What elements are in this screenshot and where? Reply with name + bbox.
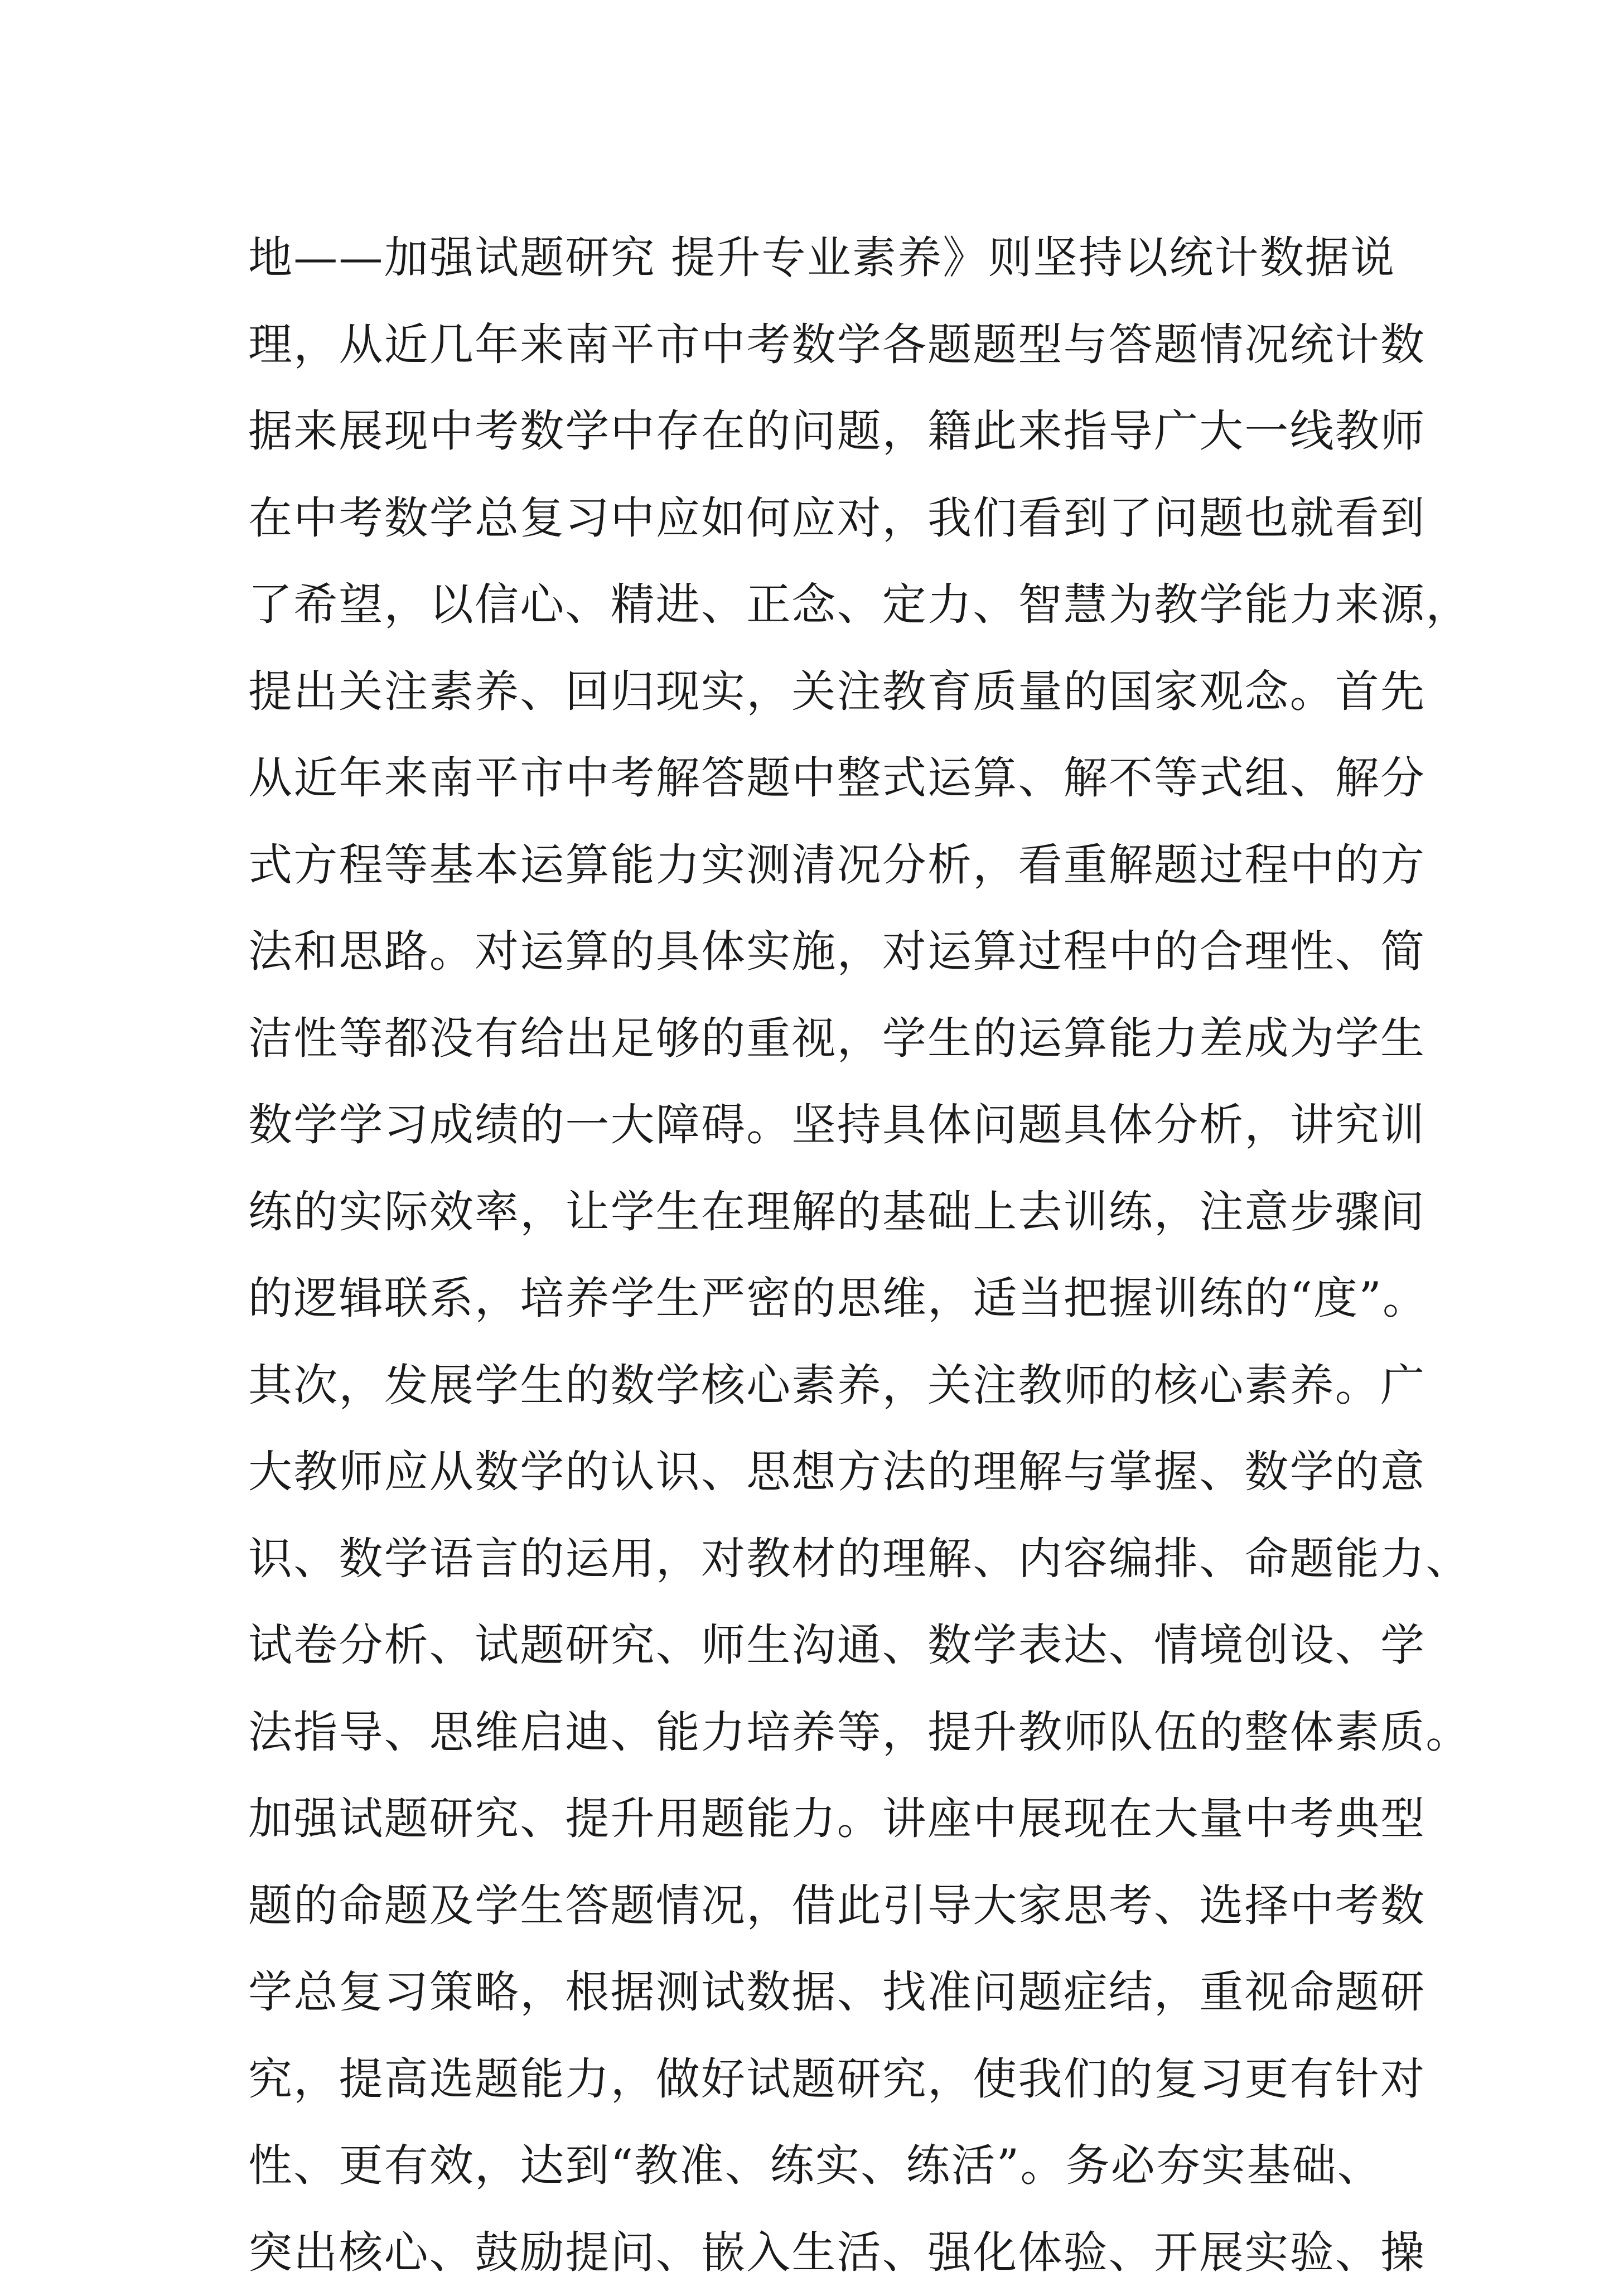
body-text <box>248 215 1386 2296</box>
text-line: 学总复习策略，根据测试数据、找准问题症结，重视命题研 <box>248 1949 1386 2036</box>
text-line: 的逻辑联系，培养学生严密的思维，适当把握训练的“度”。 <box>248 1255 1386 1342</box>
text-line: 地——加强试题研究 提升专业素养》则坚持以统计数据说 <box>248 215 1386 302</box>
text-line: 加强试题研究、提升用题能力。讲座中展现在大量中考典型 <box>248 1776 1386 1863</box>
text-line: 了希望，以信心、精进、正念、定力、智慧为教学能力来源， <box>248 562 1386 649</box>
text-line: 洁性等都没有给出足够的重视，学生的运算能力差成为学生 <box>248 995 1386 1082</box>
text-line: 性、更有效，达到“教准、练实、练活”。务必夯实基础、 <box>248 2123 1386 2210</box>
text-line: 式方程等基本运算能力实测清况分析，看重解题过程中的方 <box>248 822 1386 909</box>
text-line: 练的实际效率，让学生在理解的基础上去训练，注意步骤间 <box>248 1169 1386 1256</box>
text-line: 法和思路。对运算的具体实施，对运算过程中的合理性、简 <box>248 908 1386 995</box>
text-line: 其次，发展学生的数学核心素养，关注教师的核心素养。广 <box>248 1342 1386 1429</box>
text-line: 理，从近几年来南平市中考数学各题题型与答题情况统计数 <box>248 302 1386 389</box>
text-line: 数学学习成绩的一大障碍。坚持具体问题具体分析，讲究训 <box>248 1082 1386 1169</box>
text-line: 突出核心、鼓励提问、嵌入生活、强化体验、开展实验、操 <box>248 2210 1386 2296</box>
text-line: 法指导、思维启迪、能力培养等，提升教师队伍的整体素质。 <box>248 1689 1386 1776</box>
text-line: 在中考数学总复习中应如何应对，我们看到了问题也就看到 <box>248 475 1386 562</box>
text-line: 究，提高选题能力，做好试题研究，使我们的复习更有针对 <box>248 2036 1386 2123</box>
text-line: 大教师应从数学的认识、思想方法的理解与掌握、数学的意 <box>248 1429 1386 1516</box>
text-line: 题的命题及学生答题情况，借此引导大家思考、选择中考数 <box>248 1863 1386 1950</box>
text-line: 据来展现中考数学中存在的问题，籍此来指导广大一线教师 <box>248 388 1386 475</box>
text-line: 从近年来南平市中考解答题中整式运算、解不等式组、解分 <box>248 735 1386 822</box>
text-line: 试卷分析、试题研究、师生沟通、数学表达、情境创设、学 <box>248 1602 1386 1689</box>
text-line: 识、数学语言的运用，对教材的理解、内容编排、命题能力、 <box>248 1516 1386 1603</box>
text-line: 提出关注素养、回归现实，关注教育质量的国家观念。首先 <box>248 649 1386 736</box>
